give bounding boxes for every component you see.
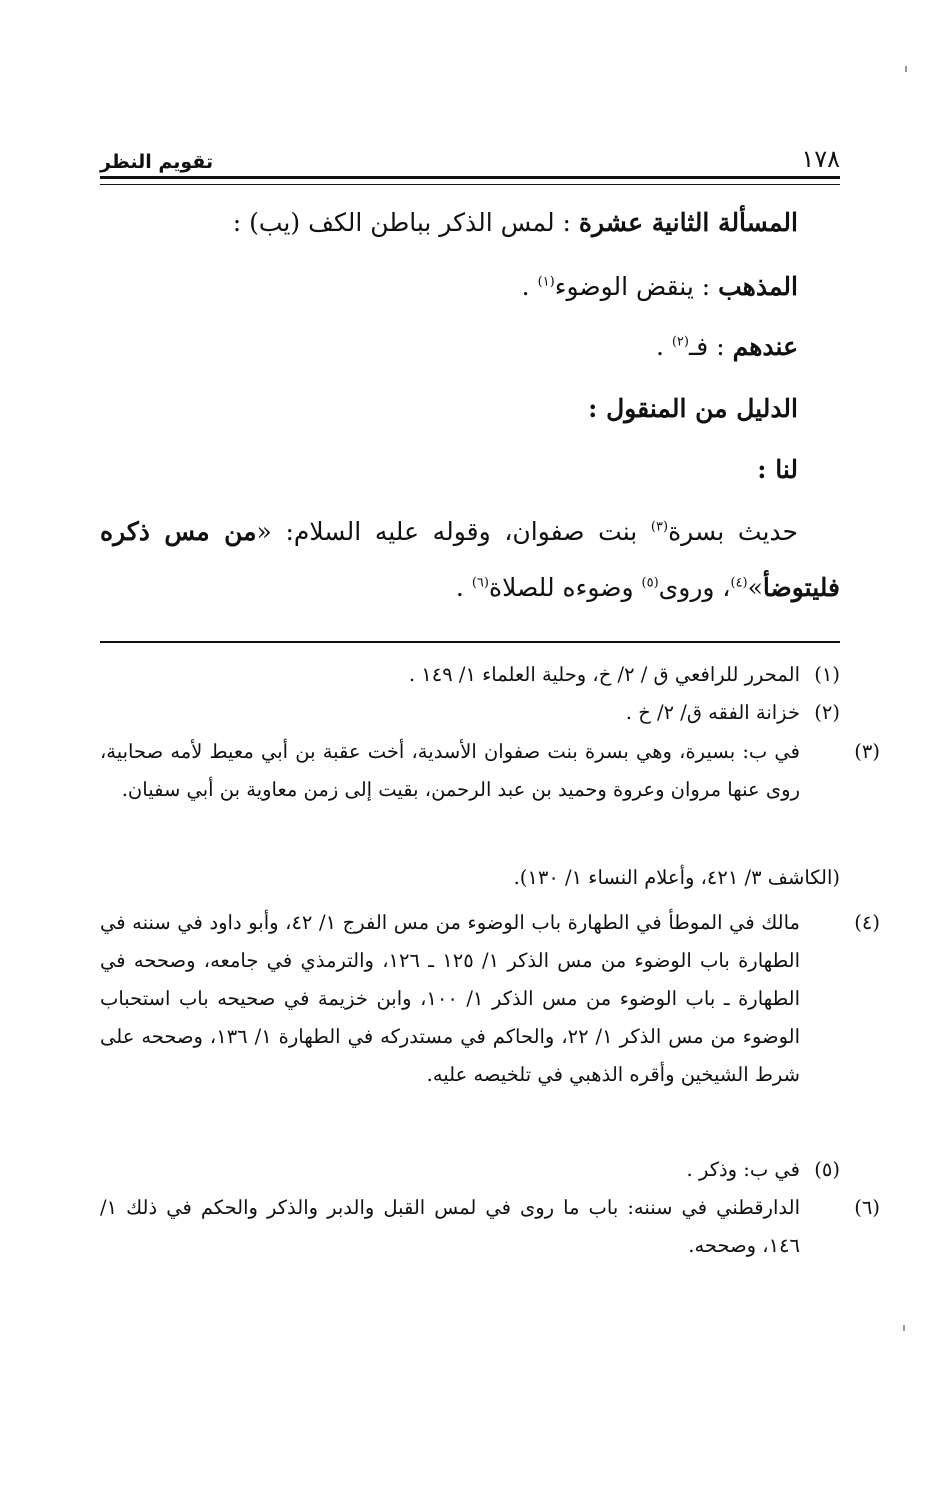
footnote-3-text: في ب: بسيرة، وهي بسرة بنت صفوان الأسدية، أخت عقبة بن أبي معيط لأمه صحابية، روى عنها مروان وعروة وحميد بن عبد الرحمن، بقيت إلى زمن معاوية بن أبي سفيان. (100, 740, 800, 801)
footnote-ref-1: (١) (537, 274, 555, 290)
footnote-ref-3: (٣) (650, 519, 669, 535)
issue-line (233, 208, 798, 237)
footnote-ref-6: (٦) (471, 575, 489, 591)
footnote-4-number: (٤) (854, 911, 880, 934)
footnote-5 (100, 1151, 840, 1189)
header-rule-thick (100, 176, 840, 179)
footnote-1-number: (١) (814, 663, 840, 686)
footnote-6-text: الدارقطني في سننه: باب ما روى في لمس القبل والدبر والذكر والحكم في ذلك ١/ ١٤٦، وصححه. (100, 1196, 800, 1257)
evidence-heading-line (588, 394, 798, 423)
indahum-text: : فـ (688, 332, 725, 361)
footnote-5-text: في ب: وذكر . (686, 1158, 800, 1181)
footnote-4 (100, 904, 880, 1094)
indahum-end: . (655, 332, 664, 361)
hadith-text-2: بنت صفوان، وقوله عليه السلام: « (256, 517, 651, 546)
header-rule-thin (100, 184, 840, 185)
indahum-label: عندهم (732, 332, 798, 361)
lana-label: لنا : (757, 455, 798, 484)
footnote-5-number: (٥) (814, 1158, 840, 1181)
hadith-quote: من مس ذكره فليتوضأ (100, 517, 840, 602)
madhhab-end: . (521, 272, 530, 301)
hadith-end: . (455, 573, 472, 602)
footnote-1-text: المحرر للرافعي ق / ٢/ خ، وحلية العلماء ١/ ١٤٩ . (408, 663, 800, 686)
hadith-paragraph (100, 504, 840, 616)
running-header (100, 143, 840, 173)
lana-line (757, 455, 798, 484)
madhhab-text: : ينقض الوضوء (554, 272, 711, 301)
hadith-text-4: ، وروى (658, 573, 731, 602)
madhhab-line (522, 272, 798, 301)
madhhab-label: المذهب (718, 272, 798, 301)
footnote-2-text: خزانة الفقه ق/ ٢/ خ . (625, 701, 800, 724)
footnote-3-source: (الكاشف ٣/ ٤٢١، وأعلام النساء ١/ ١٣٠). (513, 866, 840, 889)
indahum-line (656, 332, 798, 361)
footnote-separator (100, 641, 840, 643)
footnote-ref-5: (٥) (641, 575, 659, 591)
hadith-text-1: حديث بسرة (668, 517, 798, 546)
footnote-1 (100, 656, 840, 694)
footnote-4-text: مالك في الموطأ في الطهارة باب الوضوء من مس الفرج ١/ ٤٢، وأبو داود في سننه في الطهارة باب الوضوء من مس الذكر ١/ ١٢٥ ـ ١٢٦، والترمذي في جامعه، وصححه في الطهارة ـ باب الوضوء من مس الذكر ١/ ١٠٠، وابن خزيمة في صحيحه باب استحباب الوضوء من مس الذكر ١/ ٢٢، والحاكم في مستدركه في الطهارة ١/ ١٣٦، وصححه على شرط الشيخين وأقره الذهبي في تلخيصه عليه. (100, 911, 801, 1086)
footnote-2-number: (٢) (814, 701, 840, 724)
footnote-6 (100, 1189, 880, 1265)
footnote-3 (100, 733, 880, 809)
evidence-heading: الدليل من المنقول : (588, 394, 798, 423)
footnote-6-number: (٦) (854, 1196, 880, 1219)
footnote-ref-4: (٤) (730, 575, 748, 591)
hadith-text-5: وضوءه للصلاة (488, 573, 642, 602)
footnote-2 (100, 694, 840, 732)
issue-label: المسألة الثانية عشرة (578, 208, 798, 237)
issue-text: : لمس الذكر بباطن الكف (يب) : (232, 208, 571, 237)
footnote-3-number: (٣) (854, 740, 880, 763)
scan-mark-bottom (903, 1325, 905, 1331)
hadith-text-3: » (747, 573, 763, 602)
page-number: ١٧٨ (801, 145, 840, 173)
footnote-ref-2: (٢) (671, 334, 689, 350)
scan-mark-top (905, 66, 907, 72)
running-title: تقويم النظر (100, 151, 214, 173)
